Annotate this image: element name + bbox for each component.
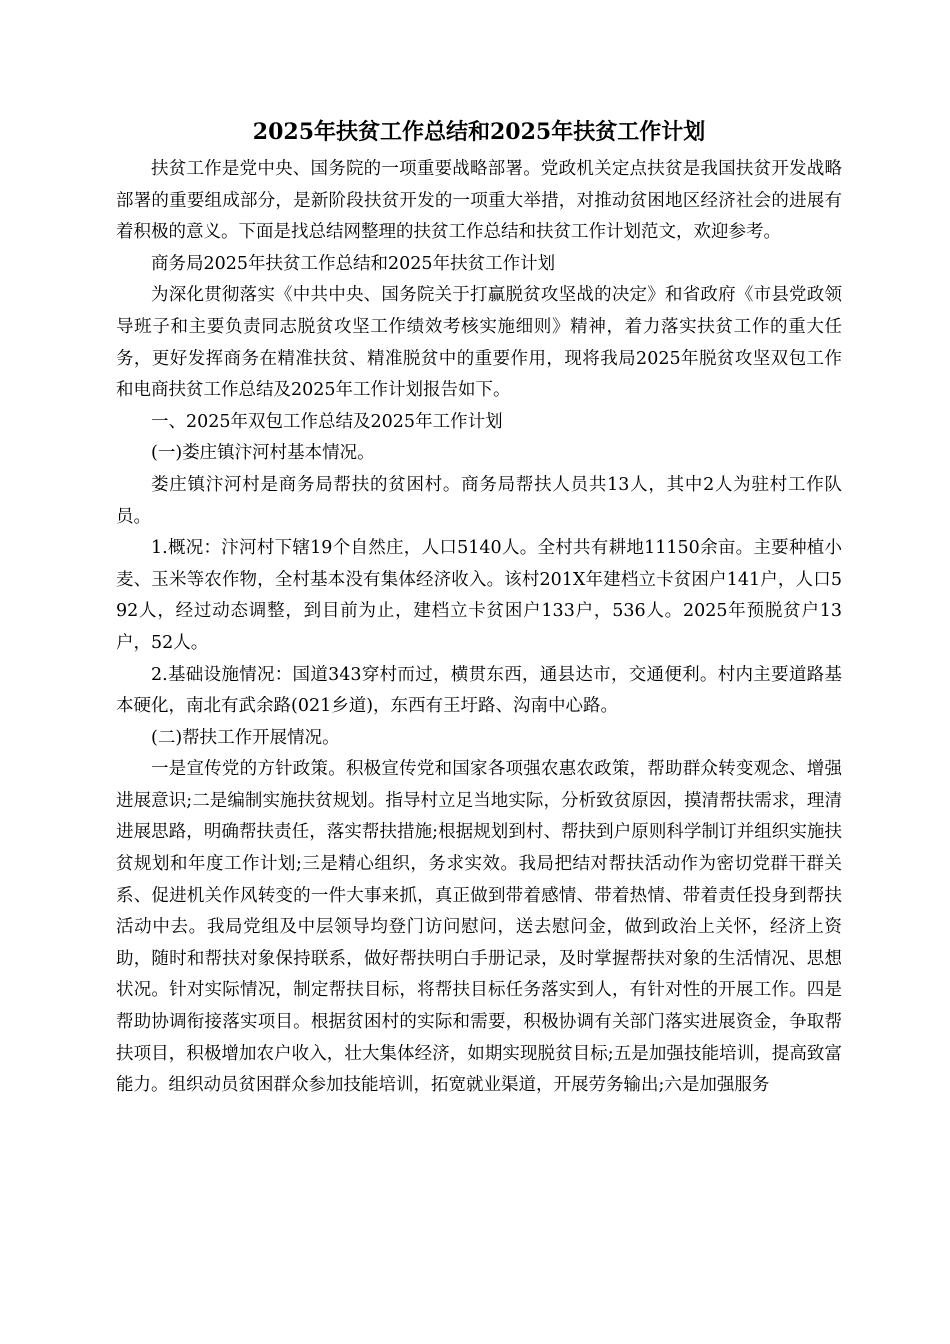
body-paragraph: 1.概况：汴河村下辖19个自然庄，人口5140人。全村共有耕地11150余亩。主要种植小麦、玉米等农作物，全村基本没有集体经济收入。该村201X年建档立卡贫困户141户，人口592人，经过动态调整，到目前为止，建档立卡贫困户133户，536人。2025年预脱贫户13户，52人。 bbox=[116, 538, 842, 653]
body-paragraph: 娄庄镇汴河村是商务局帮扶的贫困村。商务局帮扶人员共13人，其中2人为驻村工作队员。 bbox=[116, 474, 842, 527]
document-page bbox=[116, 110, 842, 1102]
subsection-heading: (二)帮扶工作开展情况。 bbox=[151, 727, 340, 748]
subsection-heading: (一)娄庄镇汴河村基本情况。 bbox=[151, 443, 375, 464]
body-paragraph: 一是宣传党的方针政策。积极宣传党和国家各项强农惠农政策，帮助群众转变观念、增强进展意识;二是编制实施扶贫规划。指导村立足当地实际，分析致贫原因，摸清帮扶需求，理清进展思路，明确帮扶责任，落实帮扶措施;根据规划到村、帮扶到户原则科学制订并组织实施扶贫规划和年度工作计划;三是精心组织，务求实效。我局把结对帮扶活动作为密切党群干群关系、促进机关作风转变的一件大事来抓，真正做到带着感情、带着热情、带着责任投身到帮扶活动中去。我局党组及中层领导均登门访问慰问，送去慰问金，做到政治上关怀，经济上资助，随时和帮扶对象保持联系，做好帮扶明白手册记录，及时掌握帮扶对象的生活情况、思想状况。针对实际情况，制定帮扶目标，将帮扶目标任务落实到人，有针对性的开展工作。四是帮助协调衔接落实项目。根据贫困村的实际和需要，积极协调有关部门落实进展资金，争取帮扶项目，积极增加农户收入，壮大集体经济，如期实现脱贫目标;五是加强技能培训，提高致富能力。组织动员贫困群众参加技能培训，拓宽就业渠道，开展劳务输出;六是加强服务 bbox=[116, 759, 842, 1096]
section-heading: 一、2025年双包工作总结及2025年工作计划 bbox=[151, 411, 503, 432]
body-paragraph: 2.基础设施情况：国道343穿村而过，横贯东西，通县达市，交通便利。村内主要道路基本硬化，南北有武余路(021乡道)，东西有王圩路、沟南中心路。 bbox=[116, 664, 842, 717]
section-heading: 商务局2025年扶贫工作总结和2025年扶贫工作计划 bbox=[151, 253, 556, 274]
document-title: 2025年扶贫工作总结和2025年扶贫工作计划 bbox=[252, 119, 706, 145]
body-paragraph: 为深化贯彻落实《中共中央、国务院关于打赢脱贫攻坚战的决定》和省政府《市县党政领导班子和主要负责同志脱贫攻坚工作绩效考核实施细则》精神，着力落实扶贫工作的重大任务，更好发挥商务在精准扶贫、精准脱贫中的重要作用，现将我局2025年脱贫攻坚双包工作和电商扶贫工作总结及2025年工作计划报告如下。 bbox=[116, 285, 842, 401]
intro-paragraph: 扶贫工作是党中央、国务院的一项重要战略部署。党政机关定点扶贫是我国扶贫开发战略部署的重要组成部分，是新阶段扶贫开发的一项重大举措，对推动贫困地区经济社会的进展有着积极的意义。下面是找总结网整理的扶贫工作总结和扶贫工作计划范文，欢迎参考。 bbox=[116, 159, 842, 243]
